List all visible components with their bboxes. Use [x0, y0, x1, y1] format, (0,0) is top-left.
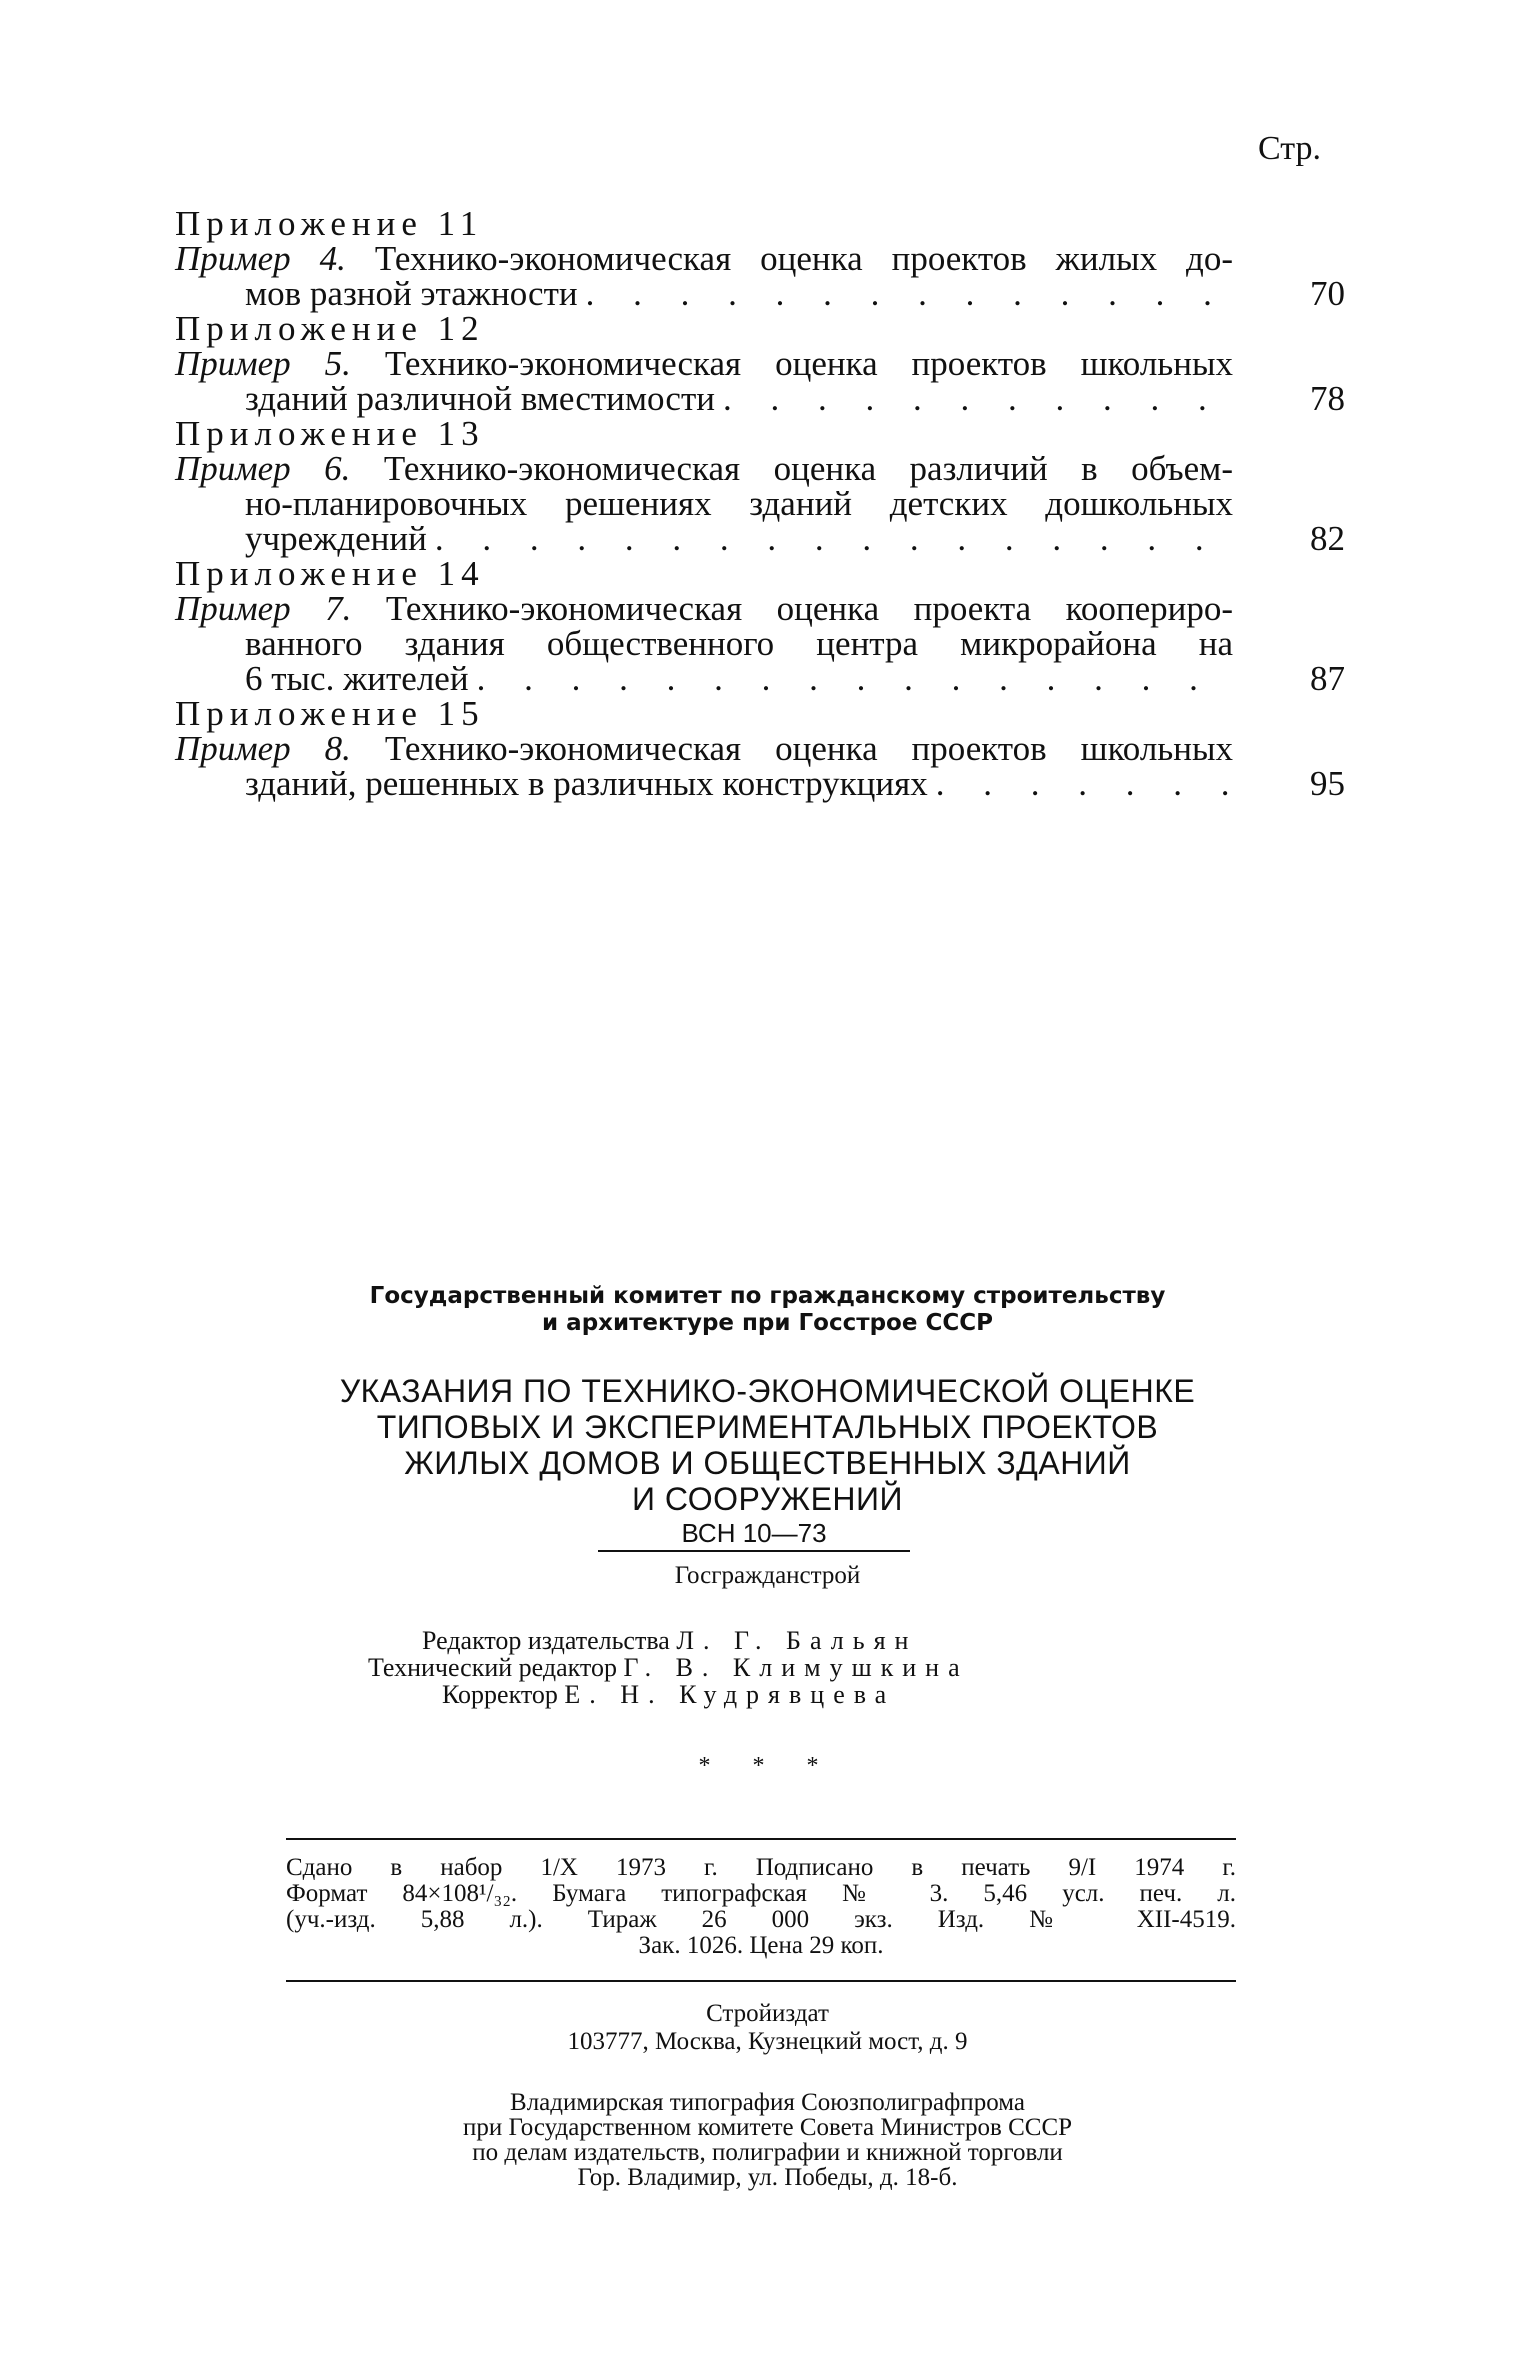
toc-entry-last-line: [175, 661, 1345, 696]
entry-title-text: зданий различной вместимости: [245, 379, 715, 418]
editor-role: Редактор издательства: [422, 1626, 670, 1655]
entry-title-text: учреждений: [245, 519, 427, 558]
leader-dots: [928, 766, 1233, 801]
entry-title-text: зданий, решенных в различных конструкциях: [245, 764, 928, 803]
entry-title-text: Технико-экономическая оценка проектов школьных: [384, 344, 1234, 383]
document-code: ВСН 10—73: [598, 1518, 910, 1552]
publisher-address: 103777, Москва, Кузнецкий мост, д. 9: [567, 2028, 968, 2055]
toc-entry-first-line: [175, 451, 1233, 486]
editors-list: [360, 1627, 1160, 1708]
example-label: Пример 4.: [175, 239, 346, 278]
title-line: УКАЗАНИЯ ПО ТЕХНИКО-ЭКОНОМИЧЕСКОЙ ОЦЕНКЕ: [339, 1373, 1196, 1409]
editor-role: Технический редактор: [368, 1653, 617, 1682]
page-column-header: Стр.: [1258, 130, 1322, 167]
toc-entry: [175, 206, 1345, 311]
page-number: 82: [1310, 519, 1345, 558]
toc-entry: [175, 416, 1345, 556]
editor-name: Г. В. Климушкина: [623, 1653, 969, 1682]
title-line: И СООРУЖЕНИЙ: [631, 1481, 904, 1517]
publication-details: [286, 1855, 1236, 1959]
agency-name: Госгражданстрой: [674, 1562, 861, 1589]
entry-title-text: Технико-экономическая оценка проекта коопериро-: [385, 589, 1234, 628]
editor-line: [360, 1627, 1160, 1654]
toc-entry-last-line: [175, 521, 1345, 556]
toc-entry: [175, 696, 1345, 801]
divider-line: [286, 1838, 1236, 1840]
leader-dots: [578, 276, 1233, 311]
toc-entry-first-line: [175, 346, 1233, 381]
toc-entry-first-line: [175, 591, 1233, 626]
publisher-block: [0, 2000, 1535, 2056]
pub-line: Зак. 1026. Цена 29 коп.: [638, 1932, 884, 1959]
example-label: Пример 6.: [175, 449, 351, 488]
pub-line: (уч.-изд. 5,88 л.). Тираж 26 000 экз. Изд. № XII-4519.: [286, 1906, 1236, 1933]
appendix-heading: Приложение 11: [175, 204, 484, 243]
pub-line: Сдано в набор 1/X 1973 г. Подписано в печать 9/I 1974 г.: [286, 1854, 1236, 1881]
example-label: Пример 8.: [175, 729, 351, 768]
entry-title-text: Технико-экономическая оценка проектов жилых до-: [374, 239, 1234, 278]
appendix-heading: Приложение 13: [175, 414, 485, 453]
printer-line: Гор. Владимир, ул. Победы, д. 18-б.: [577, 2164, 958, 2191]
toc-entry-first-line: [175, 731, 1233, 766]
toc-entry-middle-line: ванного здания общественного центра микрорайона на: [245, 624, 1233, 663]
page-number: 78: [1310, 379, 1345, 418]
entry-title-text: Технико-экономическая оценка различий в объем-: [383, 449, 1233, 488]
entry-title-text: 6 тыс. жителей: [245, 659, 469, 698]
appendix-heading: Приложение 14: [175, 554, 485, 593]
toc-entry-last-line: [175, 766, 1345, 801]
printer-line: Владимирская типография Союзполиграфпрома: [510, 2089, 1025, 2116]
page-number: 70: [1310, 274, 1345, 313]
committee-line: Государственный комитет по гражданскому строительству: [369, 1283, 1166, 1309]
example-label: Пример 7.: [175, 589, 352, 628]
page-number: 95: [1310, 764, 1345, 803]
committee-line: и архитектуре при Госстрое СССР: [542, 1310, 993, 1336]
appendix-heading: Приложение 15: [175, 694, 485, 733]
example-label: Пример 5.: [175, 344, 351, 383]
printer-block: [0, 2090, 1535, 2190]
editor-line: [360, 1681, 1160, 1708]
toc-entry: [175, 311, 1345, 416]
toc-entry-middle-line: но-планировочных решениях зданий детских дошкольных: [245, 484, 1233, 523]
leader-dots: [715, 381, 1233, 416]
leader-dots: [427, 521, 1233, 556]
appendix-heading: Приложение 12: [175, 309, 485, 348]
document-title: [0, 1373, 1535, 1517]
toc-entry-first-line: [175, 241, 1233, 276]
committee-heading: [0, 1283, 1535, 1337]
separator-asterisks: * * *: [698, 1753, 837, 1779]
printer-line: по делам издательств, полиграфии и книжной торговли: [472, 2139, 1063, 2166]
title-line: ТИПОВЫХ И ЭКСПЕРИМЕНТАЛЬНЫХ ПРОЕКТОВ: [376, 1409, 1159, 1445]
title-line: ЖИЛЫХ ДОМОВ И ОБЩЕСТВЕННЫХ ЗДАНИЙ: [404, 1445, 1131, 1481]
toc-entry-last-line: [175, 276, 1345, 311]
page-number: 87: [1310, 659, 1345, 698]
editor-line: [360, 1654, 1160, 1681]
leader-dots: [469, 661, 1233, 696]
entry-title-text: мов разной этажности: [245, 274, 578, 313]
toc-entry: [175, 556, 1345, 696]
editor-name: Е. Н. Кудрявцева: [564, 1680, 896, 1709]
publisher-name: Стройиздат: [706, 2000, 829, 2027]
pub-line: Формат 84×108¹/₃₂. Бумага типографская № 3. 5,46 усл. печ. л.: [286, 1880, 1236, 1907]
toc-entry-last-line: [175, 381, 1345, 416]
entry-title-text: Технико-экономическая оценка проектов школьных: [384, 729, 1234, 768]
editor-role: Корректор: [442, 1680, 558, 1709]
divider-line: [286, 1980, 1236, 1982]
printer-line: при Государственном комитете Совета Министров СССР: [462, 2114, 1073, 2141]
editor-name: Л. Г. Бальян: [676, 1626, 918, 1655]
table-of-contents: [175, 206, 1345, 801]
